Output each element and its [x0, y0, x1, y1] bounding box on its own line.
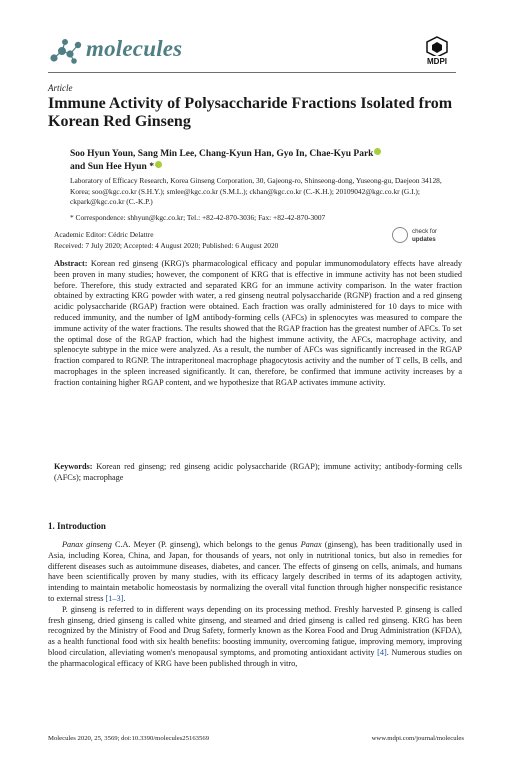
- introduction-body: [48, 540, 462, 670]
- molecules-logo-icon: [48, 38, 84, 64]
- authors-line-2: and Sun Hee Hyun *: [70, 162, 154, 172]
- check-for-updates-badge[interactable]: [392, 226, 460, 246]
- correspondence: * Correspondence: shhyun@kgc.co.kr; Tel.: +82-42-870-3036; Fax: +82-42-870-3007: [70, 213, 326, 222]
- article-title: Immune Activity of Polysaccharide Fractions Isolated from Korean Red Ginseng: [48, 95, 453, 130]
- genus-name: Panax: [300, 540, 322, 549]
- editor-and-dates: [54, 230, 278, 251]
- academic-editor: Academic Editor: Cédric Delattre: [54, 230, 154, 239]
- journal-name: molecules: [86, 36, 183, 61]
- abstract: [54, 259, 462, 389]
- mdpi-logo[interactable]: [420, 36, 454, 70]
- abstract-label: Abstract:: [54, 259, 88, 268]
- affiliation: Laboratory of Efficacy Research, Korea Ginseng Corporation, 30, Gajeong-ro, Shinseong-dong, Yuseong-gu, Daejeon 34128, Korea; soo@kgc.co.kr (S.H.Y.); smlee@kgc.co.kr (S.M.L.); ckhan@kgc.co.kr (C.-K.H.); 20109042@kgc.co.kr (G.I.); ckpark@kgc.co.kr (C.-K.P.): [70, 176, 442, 207]
- publisher-name: MDPI: [427, 57, 447, 66]
- publication-dates: Received: 7 July 2020; Accepted: 4 August 2020; Published: 6 August 2020: [54, 240, 279, 250]
- paragraph-2: P. ginseng is referred to in different ways depending on its processing method. Freshly harvested P. ginseng is called fresh ginseng, dried ginseng is called white ginseng, and steamed and dried ginseng is called red ginseng. KRG has been recognized by the Ministry of Food and Drug Safety, formerly known as the Korea Food and Drug Administration (KFDA), as a health functional food with six health benefits: boosting immunity, overcoming fatigue, improving memory, improving blood circulation, alleviating women's menopausal symptoms, and promoting antioxidant activity [4]. Numerous studies on the pharmacological efficacy of KRG have been published through in vitro,: [48, 604, 462, 668]
- author-list: [70, 148, 460, 174]
- orcid-icon[interactable]: [155, 161, 162, 168]
- keywords: [54, 462, 462, 484]
- article-type: Article: [48, 83, 73, 93]
- citation-link[interactable]: [1–3]: [105, 593, 124, 603]
- footer-citation: Molecules 2020, 25, 3569; doi:10.3390/molecules25163569: [48, 735, 210, 742]
- authors-line-1: Soo Hyun Youn, Sang Min Lee, Chang-Kyun Han, Gyo In, Chae-Kyu Park: [70, 149, 374, 159]
- paragraph-1: Panax ginseng C.A. Meyer (P. ginseng), which belongs to the genus Panax (ginseng), has been traditionally used in Asia, including Korea, China, and Japan, for thousands of years, not only in nutritional tonics, but also in remedies for different diseases such as autoimmune diseases, diabetes, and cancer. The effects of ginseng on cells, animals, and humans have been scientifically proven by many studies, with its efficacy largely described in terms of its adaptogen activity, intending to maintain metabolic homeostasis by normalizing the overall vital function through higher nonspecific resistance to external stress [1–3].: [48, 540, 462, 603]
- orcid-icon[interactable]: [374, 148, 381, 155]
- check-updates-line-2: updates: [412, 235, 436, 243]
- footer-url[interactable]: www.mdpi.com/journal/molecules: [371, 735, 464, 742]
- header-divider: [48, 72, 456, 73]
- species-name: Panax ginseng: [62, 540, 112, 549]
- check-updates-icon: [392, 227, 408, 243]
- citation-link[interactable]: [4]: [377, 647, 387, 657]
- keywords-label: Keywords:: [54, 462, 93, 471]
- section-heading: 1. Introduction: [48, 521, 106, 531]
- keywords-text: Korean red ginseng; red ginseng acidic polysaccharide (RGAP); immune activity; antibody-forming cells (AFCs); macrophage: [54, 462, 462, 482]
- check-updates-line-1: check for: [412, 228, 438, 235]
- abstract-text: Korean red ginseng (KRG)'s pharmacological efficacy and popular immunomodulatory effects have already been proven in many studies; however, the component of KRG that is effective in immune activity has not been studied before. Therefore, this study extracted and separated KRG for an immune activity comparison. In the water fraction obtained by extracting KRG powder with water, a red ginseng neutral polysaccharide (RGNP) fraction and a red ginseng acidic polysaccharide (RGAP) fraction were obtained. Each fraction was orally administered for 10 days to mice with reduced immunity, and the number of IgM antibody-forming cells (AFCs) in splenocytes was measured to compare the immune activity of the water fractions. The results showed that the RGAP fraction has the greatest number of AFCs. To set the optimal dose of the RGAP fraction, which had the highest immune activity, the AFCs, macrophage activity, and splenocyte subtype in the mice were analyzed. As a result, the number of AFCs was significantly increased in the RGAP fraction compared to RGNP. The intraperitoneal macrophage phagocytosis activity and the number of T cells, B cells, and macrophages in the spleen increased significantly. It can, therefore, be confirmed that immune activity increases by a fraction containing higher RGAP content, and we hypothesize that RGAP activates immune activity.: [54, 259, 463, 387]
- mdpi-hexagon-icon: [420, 36, 454, 56]
